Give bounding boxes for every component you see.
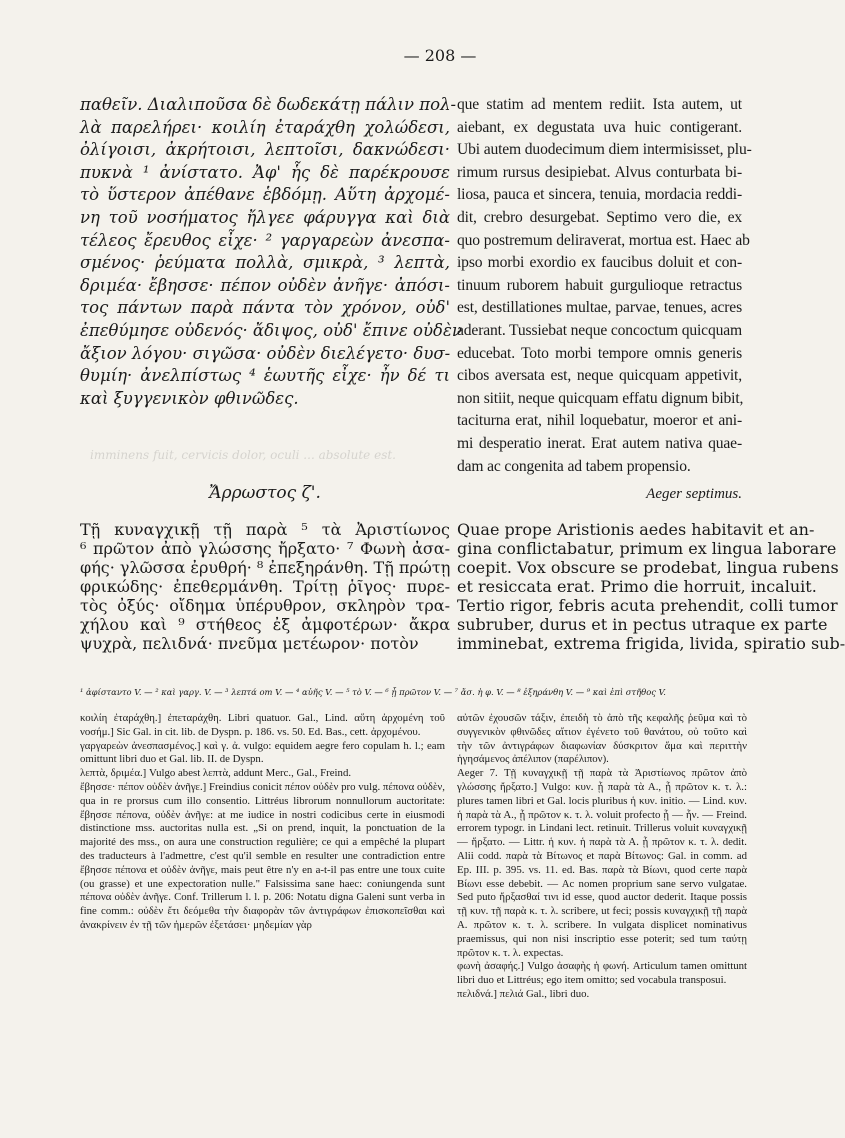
latin-text-line: Tertio rigor, febris acuta prehendit, colli tumor — [457, 596, 838, 615]
greek-column-2 — [80, 520, 450, 653]
greek-text-line: παθεῖν. Διαλιποῦσα δὲ δωδεκάτῃ πάλιν πολ- — [80, 95, 457, 114]
latin-section-heading: Aeger septimus. — [646, 486, 742, 502]
latin-text-line: mi desperatio inerat. Erat autem nativa quae- — [457, 434, 742, 452]
latin-text-line: subruber, durus et in pectus utraque ex parte — [457, 615, 828, 634]
greek-text-line: τέλεος ἔρευθος εἶχε· ² γαργαρεὼν ἀνεσπα- — [80, 230, 450, 250]
latin-text-line: aiebant, ex degustata uva huic contigerant. — [457, 118, 742, 136]
greek-text-line: φρικώδης· ἐπεθερμάνθη. Τρίτῃ ῥῖγος· πυρε- — [80, 577, 450, 596]
critical-note: κοιλίη ἐταράχθη.] ἐπεταράχθη. Libri quatuor. Gal., Lind. αὕτη ἀρχομένη τοῦ νοσήμ.] Sic Gal. in cit. lib. de Dyspn. p. 186. vs. 50. Ed. Bas., cett. ἀρχομένου. — [80, 712, 445, 738]
greek-text-line: θυμίη· ἀνελπίστως ⁴ ἑωυτῆς εἶχε· ἦν δέ τι — [80, 366, 450, 386]
latin-text-line: dit, crebro desurgebat. Septimo vero die, ex — [457, 208, 742, 226]
greek-text-line: φής· γλῶσσα ἐρυθρή· ⁸ ἐπεξηράνθη. Τῇ πρώτῃ — [80, 558, 451, 577]
critical-note: φωνὴ ἀσαφής.] Vulgo ἀσαφὴς ἡ φωνή. Articulum tamen omittunt libri duo et Littréus; ego item omitto; sed vocabula transposui. — [457, 960, 747, 987]
greek-section-heading: Ἄρρωστος ζ'. — [209, 483, 321, 503]
latin-text-line: quo postremum deliraverat, mortua est. Haec ab — [457, 231, 750, 249]
page-number: — 208 — — [403, 46, 477, 65]
greek-text-line: πυκνὰ ¹ ἀνίστατο. Ἀφ' ἧς δὲ παρέκρουσε — [80, 162, 450, 182]
latin-text-line: et resiccata erat. Primo die horruit, incaluit. — [457, 577, 817, 596]
critical-note: γαργαρεὼν ἀνεσπασμένος.] καὶ γ. ἀ. vulgo: equidem aegre fero copulam h. l.; eam omittunt libri duo et Gal. lib. II. de Dyspn. — [80, 739, 445, 766]
latin-text-line: est, destillationes multae, parvae, tenues, acres — [457, 299, 742, 317]
critical-note: αὐτῶν ἐχουσῶν τάξιν, ἐπειδὴ τὸ ἀπὸ τῆς κεφαλῆς ῥεῦμα καὶ τὸ συγγενικὸν φθινῶδες αἴτιον ἐγένετο τοῦ θανάτου, οὐ τοῦτο καὶ τὴν τῶν ἀντιγράφων διαφωνίαν δύσκριτον ἅμα καὶ περιττὴν ἡγησάμενος ἀπέλιπον (παρέλιπον). — [457, 712, 747, 766]
critical-notes-left — [80, 712, 445, 933]
greek-text-line: καὶ ξυγγενικὸν φθινῶδες. — [80, 388, 299, 408]
greek-text-line: ὀλίγοισι, ἀκρήτοισι, λεπτοῖσι, δακνώδεσι· — [80, 140, 450, 160]
greek-text-line: νη τοῦ νοσήματος ἤλγεε φάρυγγα καὶ διὰ — [80, 207, 450, 227]
greek-text-line: τὸς ὀξύς· οἴδημα ὑπέρυθρον, σκληρὸν τρα- — [80, 596, 450, 615]
latin-text-line: que statim ad mentem rediit. Ista autem, ut — [457, 96, 742, 113]
greek-text-line: χήλου καὶ ⁹ στήθεος ἐξ ἀμφοτέρων· ἄκρα — [80, 615, 450, 634]
greek-text-line: δριμέα· ἔβησσε· πέπον οὐδὲν ἀνῆγε· ἀπόσι- — [80, 275, 450, 295]
greek-text-line: ἄξιον λόγου· σιγῶσα· οὐδὲν διελέγετο· δυσ- — [80, 343, 451, 363]
critical-note: Aeger 7. Τῇ κυναγχικῇ τῇ παρὰ τὰ Ἀριστίωνος πρῶτον ἀπὸ γλώσσης ἤρξατο.] Vulgo: κυν. ᾗ παρὰ τὰ Α., ᾗ πρῶτον κ. τ. λ.: plures tamen libri et Gal. locis pluribus ἡ κυν. initio. — Lind. κυν. ἡ παρὰ τὰ Α., ᾗ πρῶτον κ. τ. λ. voluit profecto ᾗ — ἦν. — Freind. errorem typogr. in Lindani lect. retinuit. Trillerus voluit κυναγχικῇ — ἥρξατο. — Littr. ἡ κυν. ἡ παρὰ τὰ Α. ᾗ πρῶτον κ. τ. λ. dedit. Alii codd. παρὰ τὰ Βίτωνος et παρὰ Βίτωνος: Gal. in comm. ad Ep. III. p. 395. vs. 11. ed. Bas. παρὰ τὰ Βίωνι, quod certe παρὰ Βίωνι esse debebit. — Ac nomen proprium sane servo vulgatae. Sed puto ἤρξασθαί τινι id esse, quod auctor dederit. Itaque possis τῇ κυν. τῇ παρὰ κ. τ. λ. scribere, ut feci; possis κυναγχικῇ τῇ παρὰ Α. πρῶτον κ. τ. λ. scribere. In vulgata displicet nominativus praemissus, qui non nisi inscriptio esse poterit; sed tum ταύτῃ πρῶτον κ. τ. λ. expectas. — [457, 767, 747, 959]
critical-note: πελιδνά.] πελιά Gal., libri duo. — [457, 987, 590, 1000]
greek-text-line: ⁶ πρῶτον ἀπὸ γλώσσης ἤρξατο· ⁷ Φωνὴ ἀσα- — [80, 539, 450, 558]
greek-text-line: σμένος· ῥεύματα πολλὰ, σμικρὰ, ³ λεπτὰ, — [80, 253, 450, 273]
latin-text-line: educebat. Toto morbi tempore omnis generis — [457, 344, 742, 362]
bleed-through-text: imminens fuit, cervicis dolor, oculi ... absolute est. — [90, 448, 396, 462]
latin-text-line: liosa, pauca et sincera, tenuia, mordacia reddi- — [457, 186, 742, 204]
latin-text-line: tinuum ruborem habuit gurgulioque retractus — [457, 276, 742, 294]
latin-text-line: imminebat, extrema frigida, livida, spiratio sub- — [457, 634, 845, 653]
greek-text-line: τὸ ὕστερον ἀπέθανε ἑβδόμῃ. Αὕτη ἀρχομέ- — [80, 185, 450, 205]
critical-note: ἔβησσε· πέπον οὐδὲν ἀνῆγε.] Freindius conicit πέπον οὐδὲν pro vulg. πέπονα οὐδὲν, qua in re prorsus cum illo consentio. Littréus librorum nonnullorum auctoritate: ἔβησσε πέπονα, οὐδὲν ἀνῆγε: at me iudice in nostri codicibus certe in eiusmodi distinctione mss. auctoritas nulla est. „Si on prend, inquit, la ponctuation de la majorité des mss., on aura une construction regulière; ce qui a empêché la plupart des traducteurs à l'admettre, c'est qu'il semble en resulter une contradiction entre ἔβησσε πέπονα et οὐδὲν ἀνῆγε, mais peut être n'y en a-t-il pas entre une toux cuite (ou grasse) et une expectoration nulle." Falsissima sane haec: coniungenda sunt πέπονα οὐδὲν ἀνῆγε. Conf. Trillerum l. l. p. 206: Notatu digna Galeni sunt verba in fine comm.: οὐδὲν ἔτι δεόμεθα τὴν διαφορὰν τῶν ἀντιγράφων ἐπισκοπεῖσθαι καὶ ἀνακρίνειν ἐν τῇ τῶν ἡμερῶν ἐξετάσει· μηδεμίαν γὰρ — [80, 780, 445, 931]
latin-text-line: gina conflictabatur, primum ex lingua laborare — [457, 539, 837, 558]
greek-column-1 — [80, 94, 462, 410]
footnote-variants: ¹ ἀφίσταντο V. — ² καὶ γαργ. V. — ³ λεπτά om V. — ⁴ αὐῆς V. — ⁵ τὸ V. — ⁶ ᾗ πρῶτον V. — ⁷ ἄσ. ἡ φ. V. — ⁸ ἐξηράνθη V. — ⁹ καὶ ἐπὶ στῆθος V. — [80, 687, 666, 697]
latin-text-line: coepit. Vox obscure se prodebat, lingua rubens — [457, 558, 839, 577]
latin-text-line: aderant. Tussiebat neque concoctum quicquam — [457, 321, 742, 339]
latin-column-1 — [457, 94, 752, 478]
greek-text-line: ἐπεθύμησε οὐδενός· ἄδιψος, οὐδ' ἔπινε οὐδὲν — [80, 320, 462, 340]
latin-column-2 — [457, 520, 845, 653]
latin-text-line: rimum rursus desipiebat. Alvus conturbata bi- — [457, 163, 742, 181]
latin-text-line: non sitiit, neque quicquam effatu dignum bibit, — [457, 389, 744, 407]
greek-text-line: τος πάντων παρὰ πάντα τὸν χρόνον, οὐδ' — [80, 298, 450, 318]
greek-text-line: λὰ παρελήρει· κοιλίη ἐταράχθη χολώδεσι, — [80, 117, 450, 137]
critical-note: λεπτὰ, δριμέα.] Vulgo abest λεπτὰ, addunt Merc., Gal., Freind. — [80, 767, 352, 780]
latin-text-line: dam ac congenita ad tabem propensio. — [457, 457, 691, 475]
greek-text-line: ψυχρὰ, πελιδνά· πνεῦμα μετέωρον· ποτὸν — [80, 634, 419, 653]
critical-notes-right — [457, 712, 747, 1002]
latin-text-line: cibos aversata est, neque quicquam appetivit, — [457, 367, 742, 385]
latin-text-line: ipso morbi exordio ex faucibus doluit et con- — [457, 254, 742, 272]
latin-text-line: taciturna erat, nihil loquebatur, moeror et ani- — [457, 412, 742, 430]
greek-text-line: Τῇ κυναγχικῇ τῇ παρὰ ⁵ τὰ Ἀριστίωνος — [80, 520, 450, 539]
latin-text-line: Quae prope Aristionis aedes habitavit et an- — [457, 520, 815, 539]
latin-text-line: Ubi autem duodecimum diem intermisisset, plu- — [457, 141, 752, 159]
